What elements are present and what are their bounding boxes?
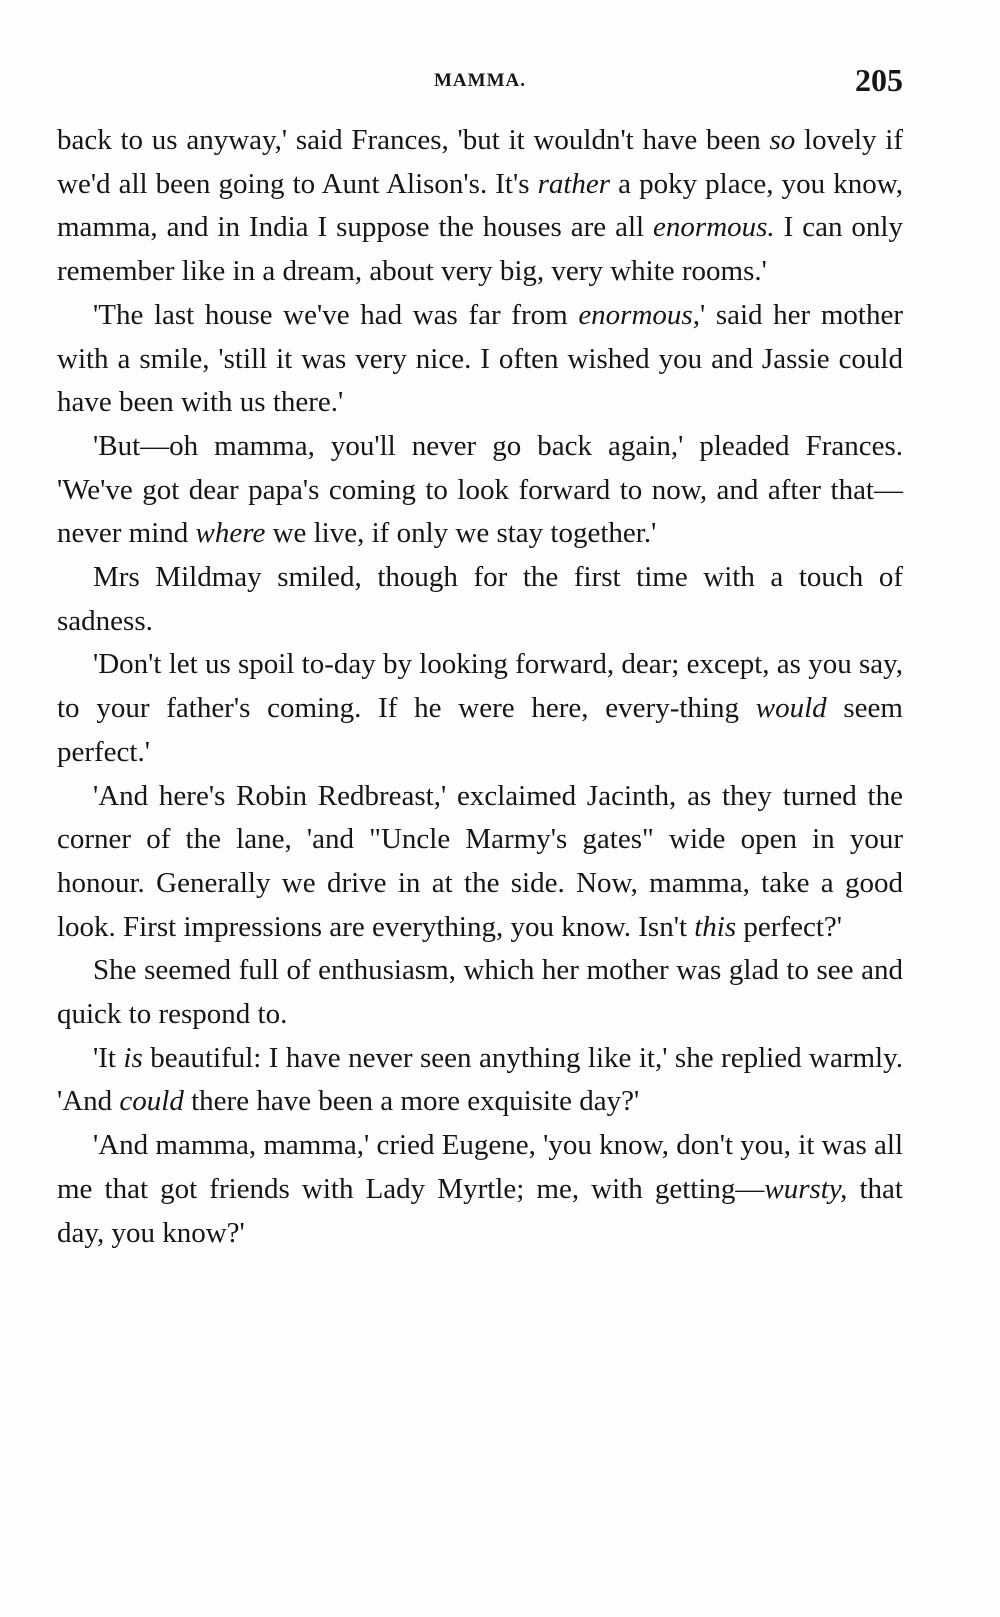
text-run: back to us anyway,' said Frances, 'but it wouldn't have been [57, 124, 770, 156]
text-run: 'And mamma, mamma,' cried Eugene, 'you know, don't you, it was all me that got friends with Lady Myrtle; me, with getting— [57, 1129, 903, 1205]
italic-text: is [123, 1041, 143, 1074]
paragraph [57, 643, 903, 774]
paragraph [57, 775, 903, 950]
page-header [57, 58, 903, 108]
paragraph [57, 556, 903, 643]
italic-text: where [195, 517, 266, 550]
text-run: seem perfect.' [57, 692, 903, 768]
paragraph [57, 425, 903, 556]
text-run: that day, you know?' [57, 1172, 903, 1249]
text-run: She seemed full of enthusiasm, which her mother was glad to see and quick to respond to. [57, 954, 903, 1031]
text-run: a poky place, you know, mamma, and in India I suppose the houses are all [57, 167, 904, 244]
italic-text: would [755, 692, 827, 725]
italic-text: enormous, [578, 298, 700, 331]
paragraph [57, 294, 903, 425]
text-run: lovely if we'd all been going to Aunt Alison's. It's [57, 124, 903, 200]
italic-text: rather [537, 167, 611, 200]
paragraph [57, 1037, 903, 1124]
text-run: we live, if only we stay together.' [265, 517, 657, 550]
paragraph [57, 1124, 903, 1255]
text-run: perfect?' [736, 910, 842, 943]
text-run: 'But—oh mamma, you'll never go back again,' pleaded Frances. 'We've got dear papa's coming to look forward to now, and after that—never mind [57, 429, 903, 550]
text-run: 'Don't let us spoil to-day by looking forward, dear; except, as you say, to your father's coming. If he were here, every-thing [57, 648, 903, 725]
italic-text: enormous. [653, 211, 775, 244]
text-run: beautiful: I have never seen anything like it,' she replied warmly. 'And [57, 1041, 903, 1118]
paragraph [57, 119, 903, 294]
text-run: 'The last house we've had was far from [93, 298, 579, 331]
italic-text: wursty, [764, 1172, 848, 1205]
text-run: 'It [93, 1041, 124, 1074]
text-run: I can only remember like in a dream, about very big, very white rooms.' [57, 211, 903, 288]
italic-text: could [119, 1085, 184, 1118]
paragraph [57, 949, 903, 1036]
text-run: 'And here's Robin Redbreast,' exclaimed Jacinth, as they turned the corner of the lane, 'and "Uncle Marmy's gates" wide open in your honour. Generally we drive in at the side. Now, mamma, take a good look. First impressions are everything, you know. Isn't [57, 779, 903, 943]
page-number: 205 [855, 62, 903, 98]
italic-text: this [694, 910, 737, 943]
italic-text: so [769, 124, 796, 156]
text-run: Mrs Mildmay smiled, though for the first time with a touch of sadness. [57, 561, 903, 637]
running-title: MAMMA. [434, 70, 526, 91]
text-run: ' said her mother with a smile, 'still it was very nice. I often wished you and Jassie could have been with us there.' [57, 298, 903, 419]
text-run: there have been a more exquisite day?' [183, 1085, 640, 1118]
body-text [57, 119, 903, 1255]
